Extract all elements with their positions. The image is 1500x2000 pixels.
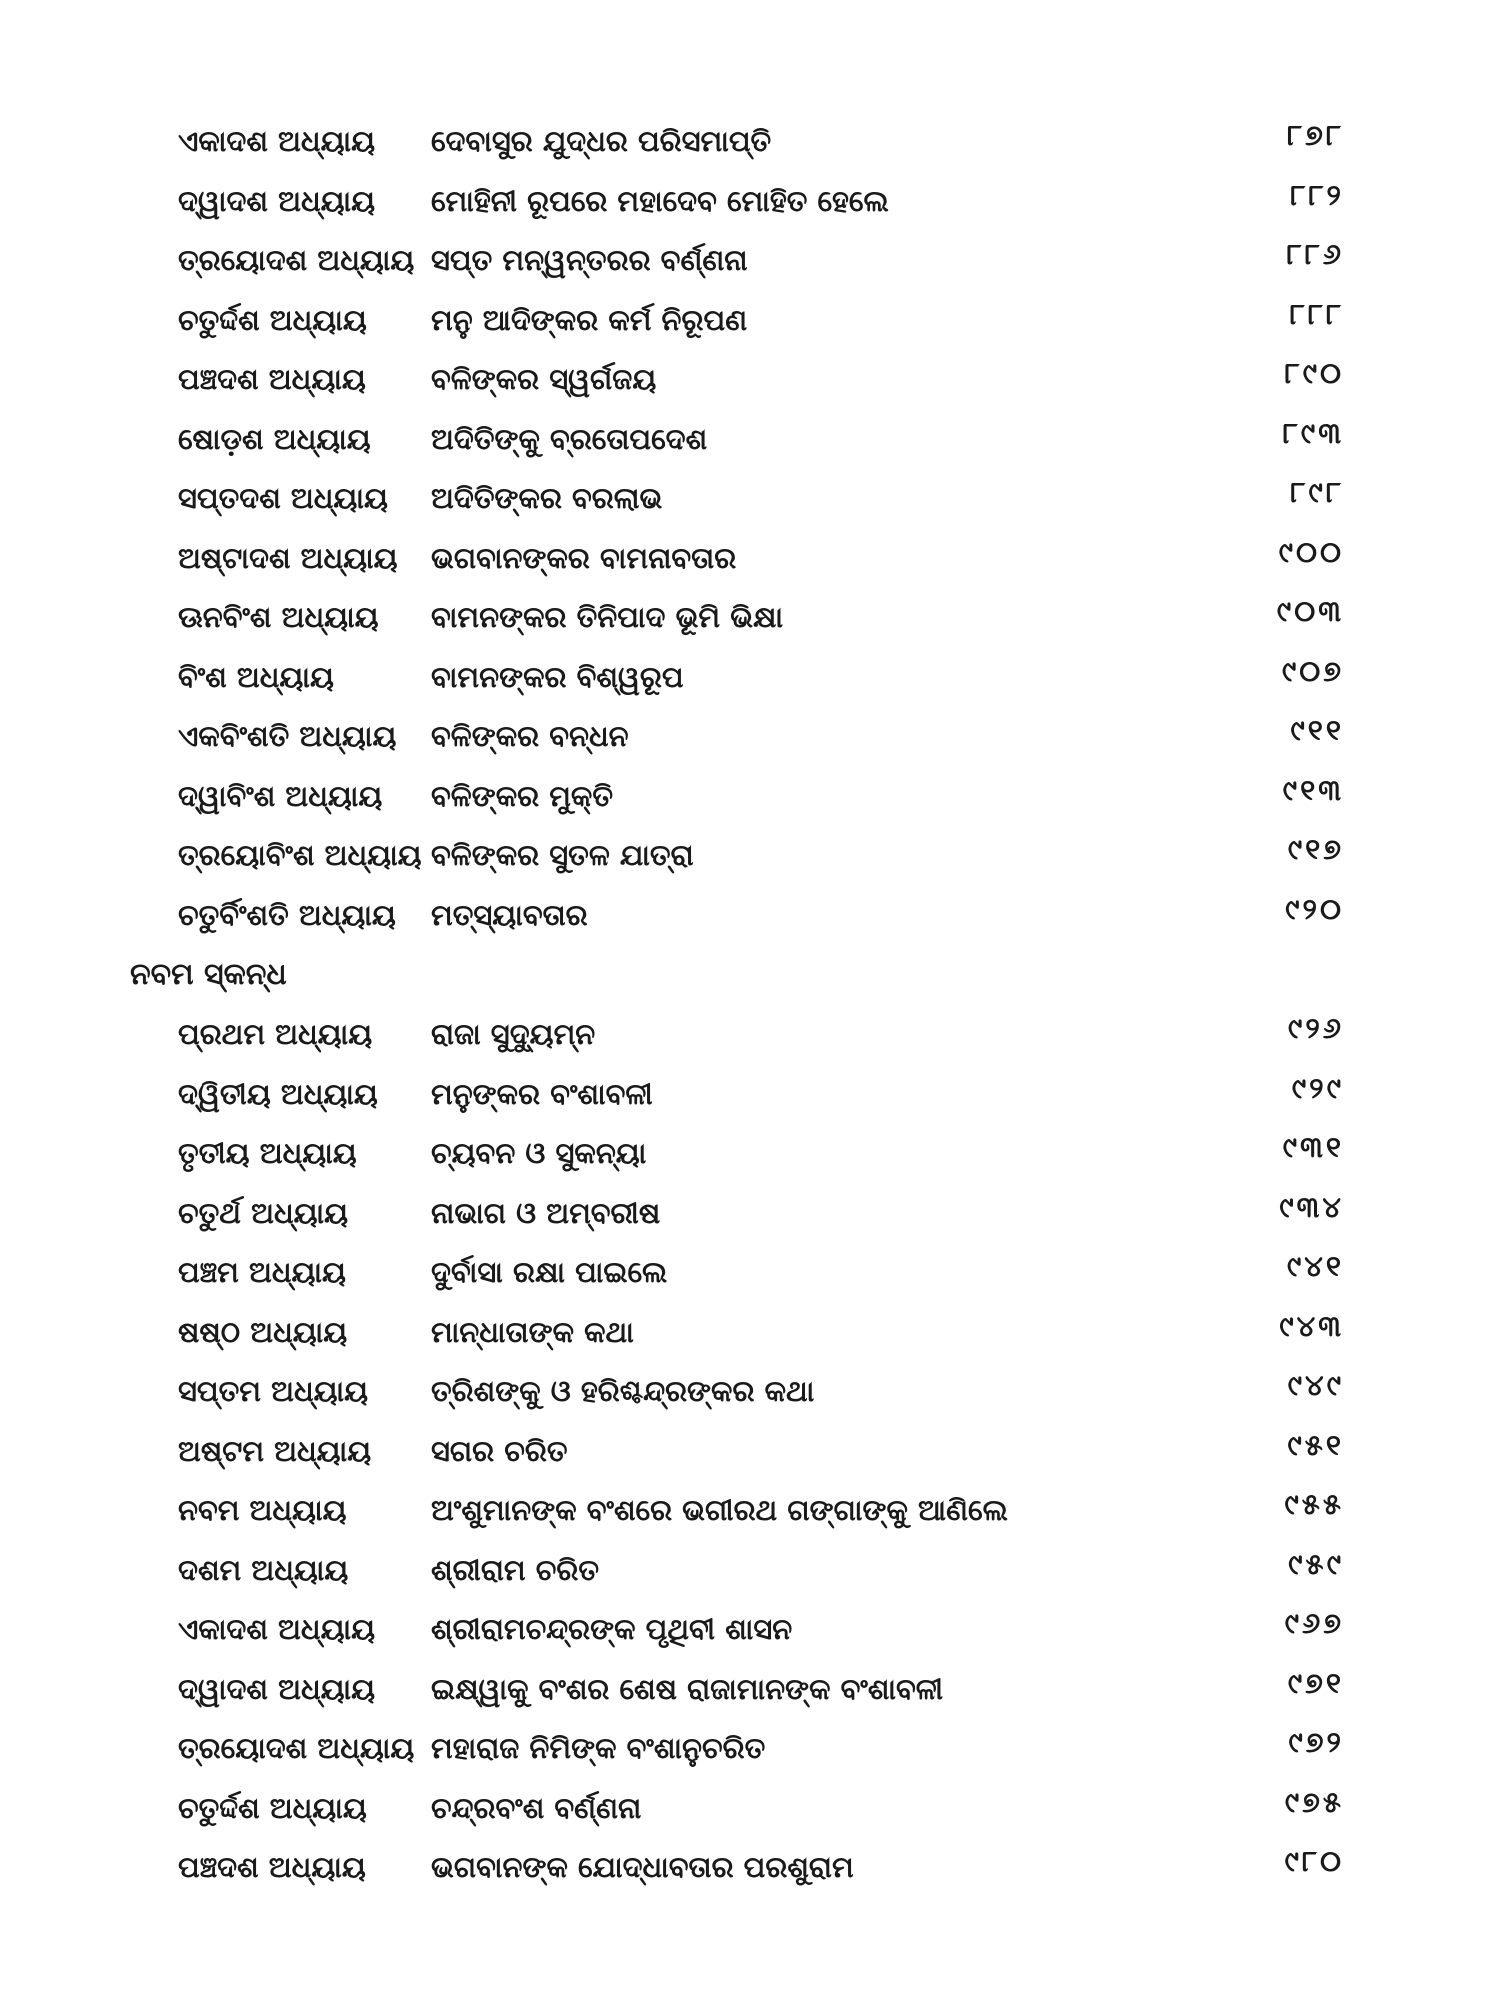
- chapter-title: ଇକ୍ଷ୍ୱାକୁ ବଂଶର ଶେଷ ରାଜାମାନଙ୍କ ବଂଶାବଳୀ: [431, 1671, 944, 1706]
- toc-row: [0, 112, 1500, 172]
- chapter-label: ତ୍ରୟୋଦଶ ଅଧ୍ୟାୟ: [178, 1731, 415, 1765]
- page-number: ୯୭୨: [1288, 1725, 1344, 1759]
- chapter-label: ଚତୁର୍ଦ୍ଦଶ ଅଧ୍ୟାୟ: [178, 1790, 367, 1825]
- page-number: ୯୩୧: [1282, 1130, 1344, 1164]
- toc-row: [0, 350, 1500, 410]
- chapter-label: ଅଷ୍ଟାଦଶ ଅଧ୍ୟାୟ: [178, 540, 398, 575]
- chapter-label: ଊନବିଂଶ ଅଧ୍ୟାୟ: [178, 600, 379, 634]
- toc-row: [0, 1660, 1500, 1720]
- page-number: ୮୯୦: [1284, 356, 1344, 390]
- page-number: ୯୭୧: [1287, 1665, 1344, 1700]
- chapter-label: ଅଷ୍ଟମ ଅଧ୍ୟାୟ: [178, 1433, 372, 1468]
- chapter-label: ଦ୍ୱାଦଶ ଅଧ୍ୟାୟ: [178, 1671, 376, 1706]
- chapter-title: ମନୁ ଆଦିଙ୍କର କର୍ମ ନିରୂପଣ: [431, 302, 748, 337]
- page-number: ୮୯୮: [1290, 475, 1344, 509]
- page-number: ୮୮୨: [1290, 177, 1344, 212]
- chapter-label: ପଞ୍ଚମ ଅଧ୍ୟାୟ: [178, 1255, 346, 1289]
- chapter-title: ବାମନଙ୍କର ବିଶ୍ୱରୂପ: [431, 659, 684, 694]
- chapter-title: ବଳିଙ୍କର ମୁକ୍ତି: [431, 778, 614, 813]
- page-number: ୮୮୬: [1286, 237, 1344, 271]
- chapter-title: ବଳିଙ୍କର ବନ୍ଧନ: [431, 719, 629, 753]
- chapter-label: ତ୍ରୟୋଦଶ ଅଧ୍ୟାୟ: [178, 243, 415, 277]
- page-number: ୯୫୧: [1287, 1427, 1344, 1462]
- toc-row: [0, 410, 1500, 470]
- toc-row: [0, 1303, 1500, 1363]
- chapter-label: ଏକବିଂଶତି ଅଧ୍ୟାୟ: [178, 719, 397, 753]
- chapter-label: ଏକାଦଶ ଅଧ୍ୟାୟ: [178, 1612, 376, 1646]
- toc-row: [0, 1600, 1500, 1660]
- chapter-label: ପଞ୍ଚଦଶ ଅଧ୍ୟାୟ: [178, 362, 366, 396]
- toc-row: [0, 291, 1500, 351]
- chapter-title: ଭଗବାନଙ୍କର ବାମନାବତାର: [431, 540, 737, 575]
- toc-row: [0, 1362, 1500, 1422]
- chapter-label: ତୃତୀୟ ଅଧ୍ୟାୟ: [178, 1136, 357, 1170]
- page-number: ୮୭୮: [1286, 118, 1344, 152]
- toc-row: [0, 1243, 1500, 1303]
- toc-row: [0, 707, 1500, 767]
- toc-row: [0, 767, 1500, 827]
- toc-row: [0, 1065, 1500, 1125]
- chapter-title: ଅଦିତିଙ୍କର ବରଲାଭ: [431, 481, 663, 515]
- chapter-label: ଦ୍ୱାଦଶ ଅଧ୍ୟାୟ: [178, 183, 376, 218]
- toc-row: [0, 648, 1500, 708]
- chapter-label: ବିଂଶ ଅଧ୍ୟାୟ: [178, 659, 334, 694]
- page-number: ୯୪୧: [1286, 1249, 1344, 1283]
- page-number: ୯୨୬: [1287, 1011, 1344, 1045]
- chapter-title: ବଳିଙ୍କର ସୁତଳ ଯାତ୍ରା: [431, 838, 694, 872]
- chapter-title: ଚ୍ୟବନ ଓ ସୁକନ୍ୟା: [431, 1136, 647, 1170]
- chapter-title: ଚନ୍ଦ୍ରବଂଶ ବର୍ଣ୍ଣନା: [431, 1790, 642, 1825]
- toc-row: [0, 1719, 1500, 1779]
- toc-row: [0, 172, 1500, 232]
- chapter-title: ଶ୍ରୀରାମଚନ୍ଦ୍ରଙ୍କ ପୃଥିବୀ ଶାସନ: [431, 1612, 793, 1646]
- chapter-title: ଦୁର୍ବାସା ରକ୍ଷା ପାଇଲେ: [431, 1255, 668, 1289]
- toc-row: [0, 231, 1500, 291]
- chapter-title: ଭଗବାନଙ୍କ ଯୋଦ୍ଧାବତାର ପରଶୁରାମ: [431, 1850, 854, 1884]
- chapter-title: ଦେବାସୁର ଯୁଦ୍ଧର ପରିସମାପ୍ତି: [431, 124, 772, 158]
- chapter-title: ବଳିଙ୍କର ସ୍ୱର୍ଗଜୟ: [431, 362, 657, 396]
- page-number: ୯୩୪: [1279, 1189, 1344, 1224]
- toc-row: [0, 1184, 1500, 1244]
- chapter-title: ଅଦିତିଙ୍କୁ ବ୍ରତୋପଦେଶ: [431, 421, 708, 456]
- page-number: ୯୭୫: [1284, 1784, 1344, 1819]
- page-number: ୯୫୫: [1284, 1487, 1344, 1521]
- toc-row: [0, 1541, 1500, 1601]
- chapter-label: ଏକାଦଶ ଅଧ୍ୟାୟ: [178, 124, 376, 158]
- toc-row: [0, 1422, 1500, 1482]
- chapter-label: ତ୍ରୟୋବିଂଶ ଅଧ୍ୟାୟ: [178, 838, 422, 872]
- chapter-label: ପ୍ରଥମ ଅଧ୍ୟାୟ: [178, 1017, 373, 1051]
- page-number: ୯୦୩: [1276, 594, 1344, 628]
- chapter-label: ଷୋଡ଼ଶ ଅଧ୍ୟାୟ: [178, 421, 371, 456]
- chapter-title: ମତ୍ସ୍ୟାବତାର: [431, 897, 588, 932]
- page-number: ୯୦୦: [1278, 534, 1344, 569]
- chapter-label: ସପ୍ତମ ଅଧ୍ୟାୟ: [178, 1374, 369, 1408]
- page-number: ୯୮୦: [1284, 1844, 1344, 1878]
- page-number: ୯୫୯: [1288, 1546, 1344, 1581]
- section-heading-text: ନବମ ସ୍କନ୍ଧ: [130, 957, 287, 992]
- toc-row: [0, 588, 1500, 648]
- toc-row: [0, 1838, 1500, 1898]
- section-heading: [0, 945, 1500, 1005]
- chapter-title: ମହାରାଜ ନିମିଙ୍କ ବଂଶାନୁଚରିତ: [431, 1731, 766, 1765]
- chapter-label: ଦ୍ୱିତୀୟ ଅଧ୍ୟାୟ: [178, 1076, 378, 1111]
- page-number: ୯୧୩: [1282, 772, 1344, 807]
- chapter-label: ନବମ ଅଧ୍ୟାୟ: [178, 1493, 347, 1527]
- toc-row: [0, 529, 1500, 589]
- chapter-title: ମୋହିନୀ ରୂପରେ ମହାଦେବ ମୋହିତ ହେଲେ: [431, 183, 889, 218]
- toc-row: [0, 1481, 1500, 1541]
- chapter-title: ସଗର ଚରିତ: [431, 1433, 568, 1468]
- page-number: ୯୨୯: [1291, 1070, 1344, 1105]
- page-number: ୯୪୩: [1279, 1308, 1344, 1343]
- toc-list: [0, 112, 1500, 1898]
- chapter-label: ଷଷ୍ଠ ଅଧ୍ୟାୟ: [178, 1314, 348, 1349]
- chapter-label: ଦ୍ୱାବିଂଶ ଅଧ୍ୟାୟ: [178, 778, 383, 813]
- toc-row: [0, 1005, 1500, 1065]
- chapter-title: ମନୁଙ୍କର ବଂଶାବଳୀ: [431, 1076, 653, 1111]
- page-number: ୮୮୮: [1289, 296, 1344, 331]
- chapter-title: ରାଜା ସୁଦ୍ୟୁମ୍ନ: [431, 1017, 596, 1051]
- toc-row: [0, 826, 1500, 886]
- chapter-label: ଦଶମ ଅଧ୍ୟାୟ: [178, 1552, 349, 1587]
- page-number: ୯୨୦: [1285, 891, 1344, 926]
- page-number: ୯୧୧: [1290, 713, 1344, 747]
- chapter-title: ଅଂଶୁମାନଙ୍କ ବଂଶରେ ଭଗୀରଥ ଗଙ୍ଗାଙ୍କୁ ଆଣିଲେ: [431, 1493, 1008, 1527]
- page-number: ୯୪୯: [1287, 1368, 1344, 1402]
- chapter-label: ଚତୁର୍ବିଂଶତି ଅଧ୍ୟାୟ: [178, 897, 396, 932]
- chapter-label: ଚତୁର୍ଥ ଅଧ୍ୟାୟ: [178, 1195, 349, 1230]
- chapter-label: ଚତୁର୍ଦ୍ଦଶ ଅଧ୍ୟାୟ: [178, 302, 367, 337]
- chapter-title: ଶ୍ରୀରାମ ଚରିତ: [431, 1552, 600, 1587]
- chapter-label: ସପ୍ତଦଶ ଅଧ୍ୟାୟ: [178, 481, 388, 515]
- chapter-title: ସପ୍ତ ମନ୍ୱନ୍ତରର ବର୍ଣ୍ଣନା: [431, 243, 748, 277]
- toc-row: [0, 886, 1500, 946]
- chapter-title: ମାନ୍ଧାତାଙ୍କ କଥା: [431, 1314, 634, 1349]
- chapter-title: ବାମନଙ୍କର ତିନିପାଦ ଭୂମି ଭିକ୍ଷା: [431, 600, 784, 634]
- toc-row: [0, 1124, 1500, 1184]
- page-number: ୮୯୩: [1282, 415, 1344, 450]
- chapter-label: ପଞ୍ଚଦଶ ଅଧ୍ୟାୟ: [178, 1850, 366, 1884]
- toc-row: [0, 1779, 1500, 1839]
- page-number: ୯୧୭: [1287, 832, 1344, 866]
- toc-row: [0, 469, 1500, 529]
- page-number: ୯୦୭: [1281, 653, 1344, 688]
- chapter-title: ତ୍ରିଶଙ୍କୁ ଓ ହରିଶ୍ଚନ୍ଦ୍ରଙ୍କର କଥା: [431, 1374, 815, 1408]
- page-number: ୯୬୭: [1284, 1606, 1344, 1640]
- chapter-title: ନାଭାଗ ଓ ଅମ୍ବରୀଷ: [431, 1195, 661, 1230]
